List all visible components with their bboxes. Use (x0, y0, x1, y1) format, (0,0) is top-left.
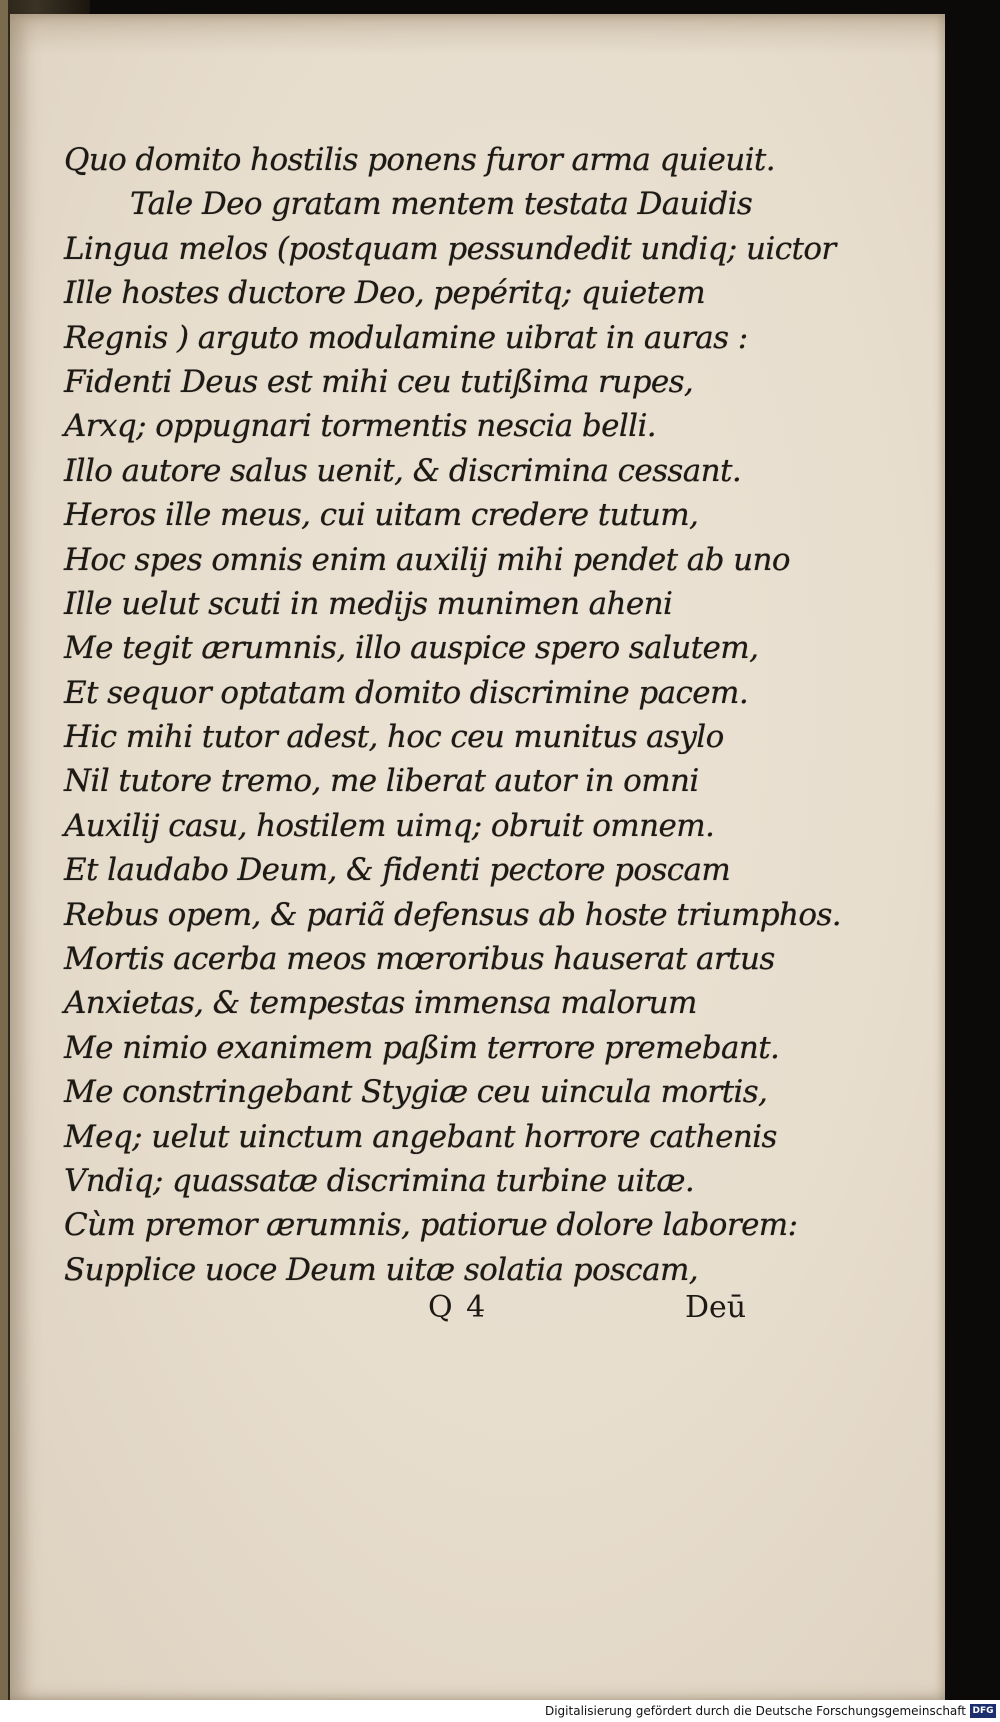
verse-line: Heros ille meus, cui uitam credere tutum, (64, 497, 699, 534)
verse-line: Fidenti Deus est mihi ceu tutißima rupes, (64, 363, 694, 400)
verse-line: Me nimio exanimem paßim terrore premebant. (64, 1029, 780, 1066)
verse-line: Meq; uelut uinctum angebant horrore cathenis (64, 1118, 777, 1155)
verse-line: Ille uelut scuti in medijs munimen aheni (64, 585, 673, 622)
verse-line: Auxilij casu, hostilem uimq; obruit omnem. (64, 807, 715, 844)
verse-text-block (64, 138, 842, 1292)
verse-line: Arxq; oppugnari tormentis nescia belli. (64, 408, 657, 445)
catchword: Deū (685, 1290, 747, 1325)
verse-line: Anxietas, & tempestas immensa malorum (64, 985, 697, 1022)
verse-line: Nil tutore tremo, me liberat autor in omni (64, 763, 699, 800)
verse-line: Cùm premor ærumnis, patiorue dolore laborem: (64, 1207, 798, 1244)
verse-line: Hic mihi tutor adest, hoc ceu munitus asylo (64, 719, 724, 756)
page-top-shading (10, 14, 945, 54)
verse-line: Supplice uoce Deum uitæ solatia poscam, (64, 1251, 699, 1288)
verse-line: Et laudabo Deum, & fidenti pectore poscam (64, 852, 731, 889)
signature-mark: Q 4 (428, 1290, 488, 1325)
verse-line: Illo autore salus uenit, & discrimina cessant. (64, 452, 742, 489)
verse-line: Lingua melos (postquam pessundedit undiq; uictor (64, 230, 836, 267)
verse-line: Vndiq; quassatæ discrimina turbine uitæ. (64, 1162, 695, 1199)
dfg-logo: DFG (970, 1704, 996, 1718)
verse-line: Hoc spes omnis enim auxilij mihi pendet ab uno (64, 541, 790, 578)
verse-line: Me constringebant Stygiæ ceu uincula mortis, (64, 1074, 768, 1111)
verse-line: Rebus opem, & pariã defensus ab hoste triumphos. (64, 896, 842, 933)
verse-line: Regnis ) arguto modulamine uibrat in auras : (64, 319, 748, 356)
verse-line: Et sequor optatam domito discrimine pacem. (64, 674, 749, 711)
verse-line: Tale Deo gratam mentem testata Dauidis (130, 186, 753, 223)
spine-edge (0, 0, 8, 1700)
verse-line: Quo domito hostilis ponens furor arma quieuit. (64, 142, 776, 178)
verse-line: Ille hostes ductore Deo, pepéritq; quietem (64, 275, 706, 312)
verse-line: Mortis acerba meos mœroribus hauserat artus (64, 941, 775, 978)
footer-credit: Digitalisierung gefördert durch die Deutsche Forschungsgemeinschaft (544, 1704, 966, 1718)
verse-line: Me tegit ærumnis, illo auspice spero salutem, (64, 630, 759, 667)
footer-bar (0, 1700, 1000, 1722)
